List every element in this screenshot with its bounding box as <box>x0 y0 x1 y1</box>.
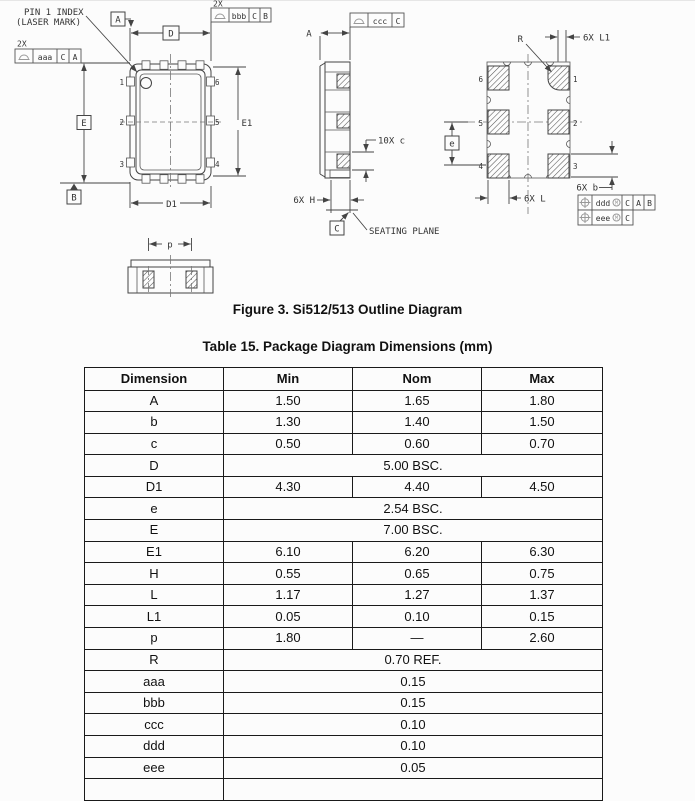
nom-cell: — <box>353 628 482 650</box>
table-header-row <box>85 368 603 391</box>
max-cell: 1.80 <box>482 390 603 412</box>
fcf-aaa-datum2: A <box>72 52 78 62</box>
max-cell: 0.75 <box>482 563 603 585</box>
dim-e <box>444 122 486 165</box>
fcf-aaa-tol: aaa <box>37 52 53 62</box>
table-row <box>85 649 603 671</box>
table-title: Table 15. Package Diagram Dimensions (mm) <box>202 339 493 354</box>
fcf-ccc-datum1: C <box>395 16 401 26</box>
max-cell: 2.60 <box>482 628 603 650</box>
fcf-bbb-datum2: B <box>263 11 268 21</box>
dimension-cell: b <box>85 412 224 434</box>
span-value-cell: 2.54 BSC. <box>224 498 603 520</box>
dimension-cell: p <box>85 628 224 650</box>
min-cell: 1.50 <box>224 390 353 412</box>
min-cell: 1.30 <box>224 412 353 434</box>
datum-A-label: A <box>115 15 121 26</box>
col-header-dimension: Dimension <box>85 368 224 391</box>
nom-cell: 0.10 <box>353 606 482 628</box>
table-row <box>85 563 603 585</box>
dimension-cell <box>85 779 224 801</box>
fcf-aaa-datum1: C <box>60 52 66 62</box>
dimension-cell: L1 <box>85 606 224 628</box>
pin-number: 4 <box>478 162 483 171</box>
dimension-cell: ccc <box>85 714 224 736</box>
min-cell: 0.55 <box>224 563 353 585</box>
min-cell: 0.50 <box>224 433 353 455</box>
fcf-ddd-datum1: C <box>625 198 630 208</box>
dimension-cell: e <box>85 498 224 520</box>
dimension-cell: E <box>85 520 224 542</box>
max-cell: 0.15 <box>482 606 603 628</box>
dim-R <box>518 35 552 72</box>
pin-number: 6 <box>478 75 483 84</box>
table-row <box>85 584 603 606</box>
table-row <box>85 541 603 563</box>
dimension-cell: A <box>85 390 224 412</box>
side-view <box>293 13 439 237</box>
dim-D1-label: D1 <box>166 199 177 210</box>
dimension-cell: c <box>85 433 224 455</box>
span-value-cell: 0.10 <box>224 714 603 736</box>
dimension-cell: D <box>85 455 224 477</box>
pin-number: 1 <box>573 75 578 84</box>
pin-number: 5 <box>215 118 220 127</box>
nom-cell: 1.65 <box>353 390 482 412</box>
max-cell: 0.70 <box>482 433 603 455</box>
fcf-ddd-tol: ddd <box>595 198 611 208</box>
table-row <box>85 606 603 628</box>
fcf-ccc <box>350 13 404 60</box>
datum-C-label: C <box>334 224 340 235</box>
dimensions-table-body <box>85 390 603 800</box>
end-view <box>128 238 213 297</box>
min-cell: 0.05 <box>224 606 353 628</box>
dim-p <box>149 238 192 251</box>
table-row <box>85 671 603 693</box>
dimensions-table <box>84 367 603 801</box>
pin-number: 1 <box>119 78 124 87</box>
span-value-cell: 7.00 BSC. <box>224 520 603 542</box>
dim-E-label: E <box>81 118 87 129</box>
table-row <box>85 390 603 412</box>
fcf-eee <box>578 210 633 225</box>
table-row <box>85 692 603 714</box>
datum-B-label: B <box>71 193 77 204</box>
table-row <box>85 757 603 779</box>
dimension-cell: eee <box>85 757 224 779</box>
table-row <box>85 628 603 650</box>
span-value-cell: 0.05 <box>224 757 603 779</box>
pin-number: 4 <box>215 160 220 169</box>
nom-cell: 1.27 <box>353 584 482 606</box>
dimension-cell: D1 <box>85 476 224 498</box>
svg-text:M: M <box>614 215 619 222</box>
col-header-nom: Nom <box>353 368 482 391</box>
span-value-cell <box>224 779 603 801</box>
dim-R-label: R <box>517 35 523 45</box>
nom-cell: 4.40 <box>353 476 482 498</box>
dim-p-label: p <box>167 240 173 251</box>
nom-cell: 0.60 <box>353 433 482 455</box>
bottom-view <box>444 30 655 225</box>
pin1-index-mark <box>141 78 152 89</box>
max-cell: 4.50 <box>482 476 603 498</box>
col-header-max: Max <box>482 368 603 391</box>
dim-D-label: D <box>168 29 174 40</box>
fcf-bbb-tol: bbb <box>231 11 247 21</box>
qty-2x-label: 2X <box>17 39 27 49</box>
qty-2x-label: 2X <box>213 0 223 9</box>
dim-b <box>571 141 618 194</box>
dim-c-label: 10X c <box>378 136 406 147</box>
datum-B <box>67 184 81 204</box>
pin-number: 2 <box>119 118 124 127</box>
fcf-bbb <box>211 0 271 22</box>
nom-cell: 1.40 <box>353 412 482 434</box>
dimension-cell: R <box>85 649 224 671</box>
span-value-cell: 0.70 REF. <box>224 649 603 671</box>
fcf-ddd-datum3: B <box>647 198 652 208</box>
fcf-ddd <box>578 195 655 210</box>
dim-b-label: 6X b <box>576 183 598 194</box>
seating-plane-label: SEATING PLANE <box>369 227 440 237</box>
dim-L1-label: 6X L1 <box>583 33 611 44</box>
dim-L <box>475 180 546 205</box>
max-cell: 1.37 <box>482 584 603 606</box>
fcf-ccc-tol: ccc <box>372 16 388 26</box>
span-value-cell: 5.00 BSC. <box>224 455 603 477</box>
table-row <box>85 476 603 498</box>
pin-number: 6 <box>215 78 220 87</box>
datum-A <box>111 12 134 27</box>
fcf-bbb-datum1: C <box>252 11 257 21</box>
max-cell: 6.30 <box>482 541 603 563</box>
pin-number: 5 <box>478 119 483 128</box>
figure-caption: Figure 3. Si512/513 Outline Diagram <box>232 302 463 317</box>
pin-number: 3 <box>573 162 578 171</box>
pin-number: 2 <box>573 119 578 128</box>
dimension-cell: ddd <box>85 736 224 758</box>
dim-L1 <box>545 30 610 62</box>
outline-diagram <box>0 0 695 300</box>
min-cell: 4.30 <box>224 476 353 498</box>
pin1-pad-rounded <box>548 66 569 90</box>
col-header-min: Min <box>224 368 353 391</box>
pin-number: 3 <box>119 160 124 169</box>
table-row <box>85 714 603 736</box>
nom-cell: 6.20 <box>353 541 482 563</box>
span-value-cell: 0.10 <box>224 736 603 758</box>
dim-A-label: A <box>306 29 312 40</box>
table-row <box>85 412 603 434</box>
min-cell: 6.10 <box>224 541 353 563</box>
dimension-cell: L <box>85 584 224 606</box>
table-row <box>85 520 603 542</box>
svg-text:M: M <box>614 200 619 207</box>
table-row <box>85 498 603 520</box>
dimension-cell: E1 <box>85 541 224 563</box>
nom-cell: 0.65 <box>353 563 482 585</box>
dimension-cell: aaa <box>85 671 224 693</box>
max-cell: 1.50 <box>482 412 603 434</box>
dim-e-label: e <box>449 139 455 150</box>
dim-H-label: 6X H <box>293 196 315 206</box>
min-cell: 1.80 <box>224 628 353 650</box>
table-row <box>85 736 603 758</box>
seating-plane <box>326 210 439 237</box>
fcf-eee-datum1: C <box>625 213 630 223</box>
dim-c <box>352 137 405 183</box>
dim-A <box>306 30 349 61</box>
fcf-aaa <box>15 40 81 64</box>
table-row <box>85 433 603 455</box>
dim-E1-label: E1 <box>241 119 253 129</box>
top-view <box>15 0 271 210</box>
pin1-note-line1: PIN 1 INDEX <box>24 8 84 18</box>
dimension-cell: bbb <box>85 692 224 714</box>
min-cell: 1.17 <box>224 584 353 606</box>
span-value-cell: 0.15 <box>224 692 603 714</box>
span-value-cell: 0.15 <box>224 671 603 693</box>
dim-H <box>293 180 364 213</box>
fcf-eee-tol: eee <box>595 213 611 223</box>
table-row <box>85 779 603 801</box>
pin1-note-line2: (LASER MARK) <box>16 18 82 28</box>
dimension-cell: H <box>85 563 224 585</box>
dim-L-label: 6X L <box>524 194 546 205</box>
table-row <box>85 455 603 477</box>
fcf-ddd-datum2: A <box>636 198 641 208</box>
